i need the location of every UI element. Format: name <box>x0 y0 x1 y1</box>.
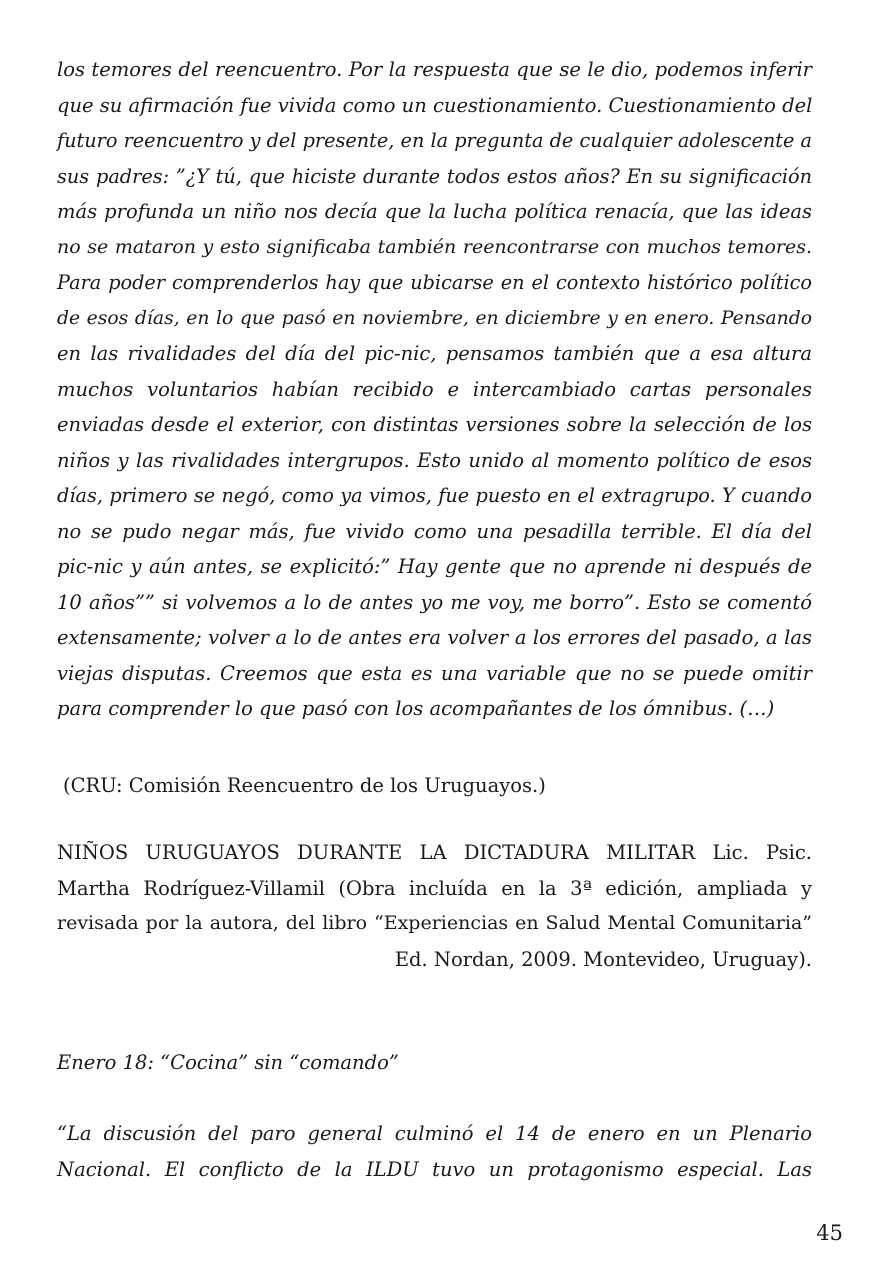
text-line: niños y las rivalidades intergrupos. Esto unido al momento político de esos <box>57 448 812 472</box>
text-line: “La discusión del paro general culminó el 14 de enero en un Plenario <box>57 1122 812 1145</box>
text-line: extensamente; volver a lo de antes era volver a los errores del pasado, a las <box>57 626 812 649</box>
page-number: 45 <box>816 1221 843 1245</box>
text-line: en las rivalidades del día del pic-nic, pensamos también que a esa altura <box>57 342 812 365</box>
text-line: sus padres: ”¿Y tú, que hiciste durante todos estos años? En su significación <box>57 164 812 188</box>
text-line: no se mataron y esto significaba también reencontrarse con muchos temores. <box>57 235 812 258</box>
citation-line: Martha Rodríguez-Villamil (Obra incluída en la 3ª edición, ampliada y <box>57 876 812 900</box>
text-line: enviadas desde el exterior, con distintas versiones sobre la selección de los <box>57 413 812 436</box>
text-line: pic-nic y aún antes, se explicitó:” Hay gente que no aprende ni después de <box>57 555 812 578</box>
text-line: que su afirmación fue vivida como un cuestionamiento. Cuestionamiento del <box>57 93 813 117</box>
text-line: muchos voluntarios habían recibido e intercambiado cartas personales <box>57 377 812 401</box>
text-line: 10 años”” si volvemos a lo de antes yo me voy, me borro”. Esto se comentó <box>57 590 812 614</box>
heading-text: Enero 18: “Cocina” sin “comando” <box>57 1051 399 1074</box>
text-line: Para poder comprenderlos hay que ubicarse en el contexto histórico político <box>57 271 812 294</box>
quoted-paragraph-2 <box>57 1116 812 1187</box>
caption-text: (CRU: Comisión Reencuentro de los Uruguayos.) <box>63 774 546 797</box>
citation-line: Ed. Nordan, 2009. Montevideo, Uruguay). <box>394 947 812 971</box>
section-heading <box>57 1045 812 1081</box>
citation-line: NIÑOS URUGUAYOS DURANTE LA DICTADURA MILITAR Lic. Psic. <box>57 841 812 864</box>
text-line: días, primero se negó, como ya vimos, fue puesto en el extragrupo. Y cuando <box>57 484 812 507</box>
text-line: Nacional. El conflicto de la ILDU tuvo un protagonismo especial. Las <box>57 1157 812 1181</box>
text-line: los temores del reencuentro. Por la respuesta que se le dio, podemos inferir <box>57 58 812 81</box>
text-line: viejas disputas. Creemos que esta es una variable que no se puede omitir <box>57 661 812 685</box>
text-line: no se pudo negar más, fue vivido como una pesadilla terrible. El día del <box>57 519 812 543</box>
text-line: de esos días, en lo que pasó en noviembre, en diciembre y en enero. Pensando <box>57 307 812 329</box>
text-line: más profunda un niño nos decía que la lucha política renacía, que las ideas <box>57 200 812 223</box>
source-citation <box>57 835 812 977</box>
quoted-paragraph <box>57 52 812 727</box>
citation-line: revisada por la autora, del libro “Experiencias en Salud Mental Comunitaria” <box>57 912 812 934</box>
caption <box>57 768 812 804</box>
text-line: para comprender lo que pasó con los acompañantes de los ómnibus. (…) <box>57 697 775 720</box>
text-line: futuro reencuentro y del presente, en la pregunta de cualquier adolescente a <box>57 129 812 152</box>
